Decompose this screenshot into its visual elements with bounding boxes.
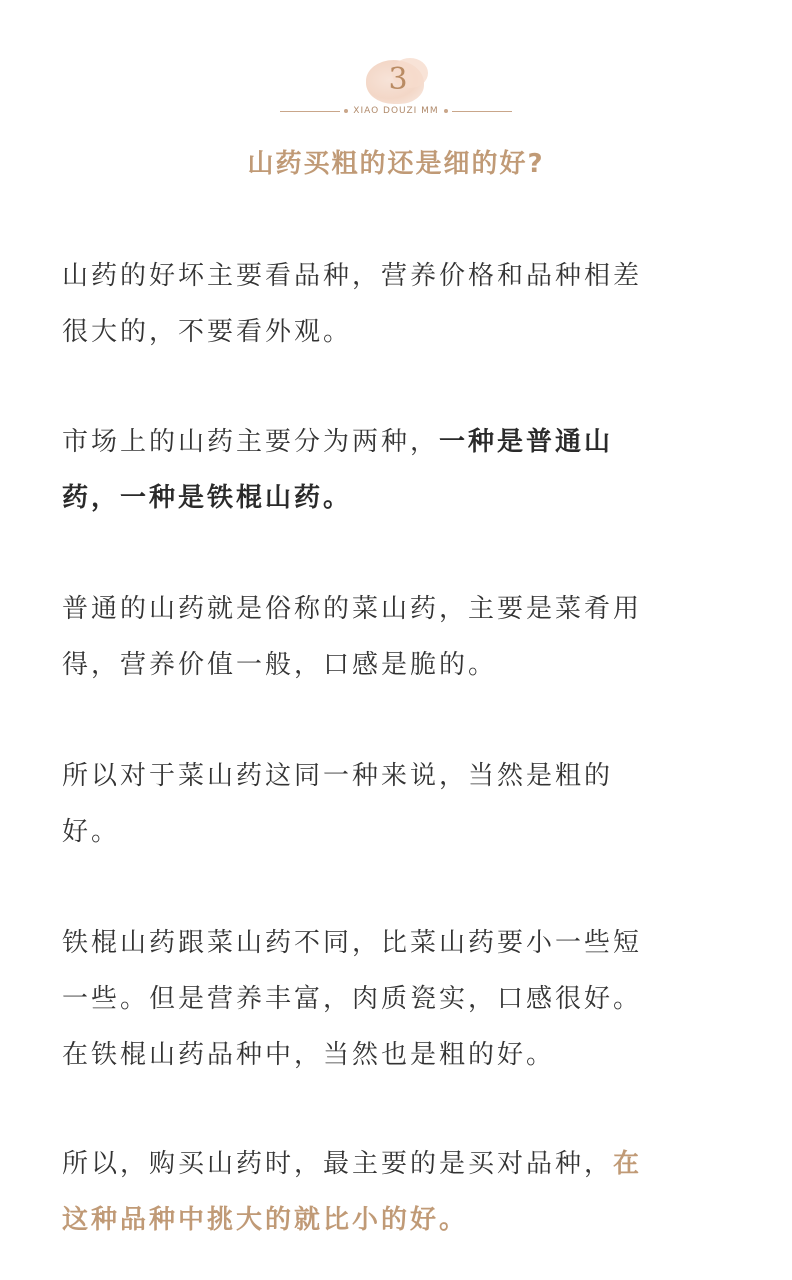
paragraph-1-line-2: 很大的，不要看外观。 <box>62 317 353 347</box>
article-title: 山药买粗的还是细的好? <box>247 149 545 179</box>
paragraph-4-line-2: 好。 <box>62 817 121 847</box>
paragraph-3 <box>62 581 730 693</box>
brand-logo <box>0 58 792 128</box>
paragraph-5 <box>62 915 730 1083</box>
logo-brand-text: XIAO DOUZI MM <box>353 106 439 116</box>
paragraph-6-accent-text-2: 这种品种中挑大的就比小的好。 <box>62 1205 469 1235</box>
paragraph-3-line-2: 得，营养价值一般，口感是脆的。 <box>62 650 498 680</box>
paragraph-3-line-1: 普通的山药就是俗称的菜山药，主要是菜肴用 <box>62 594 643 624</box>
paragraph-6-accent-text-1: 在 <box>613 1149 643 1179</box>
paragraph-4-line-1: 所以对于菜山药这同一种来说，当然是粗的 <box>62 761 614 791</box>
paragraph-6 <box>62 1136 730 1248</box>
paragraph-5-line-3: 在铁棍山药品种中，当然也是粗的好。 <box>62 1040 556 1070</box>
logo-divider-left <box>280 111 340 112</box>
paragraph-6-normal-text: 所以，购买山药时，最主要的是买对品种， <box>62 1149 614 1179</box>
logo-divider-right <box>452 111 512 112</box>
paragraph-4 <box>62 748 730 860</box>
paragraph-2-bold-text-1: 一种是普通山 <box>439 427 614 457</box>
paragraph-1 <box>62 248 730 360</box>
logo-dot-right <box>444 109 448 113</box>
paragraph-2 <box>62 414 730 526</box>
paragraph-2-line-1 <box>62 414 730 470</box>
paragraph-5-line-2: 一些。但是营养丰富，肉质瓷实，口感很好。 <box>62 984 643 1014</box>
paragraph-5-line-1: 铁棍山药跟菜山药不同，比菜山药要小一些短 <box>62 928 643 958</box>
paragraph-2-bold-text-2: 药，一种是铁棍山药。 <box>62 483 353 513</box>
logo-number: 3 <box>388 62 408 97</box>
paragraph-2-normal-text: 市场上的山药主要分为两种， <box>62 427 440 457</box>
logo-dot-left <box>344 109 348 113</box>
paragraph-1-line-1: 山药的好坏主要看品种，营养价格和品种相差 <box>62 261 643 291</box>
paragraph-6-line-1 <box>62 1136 730 1192</box>
